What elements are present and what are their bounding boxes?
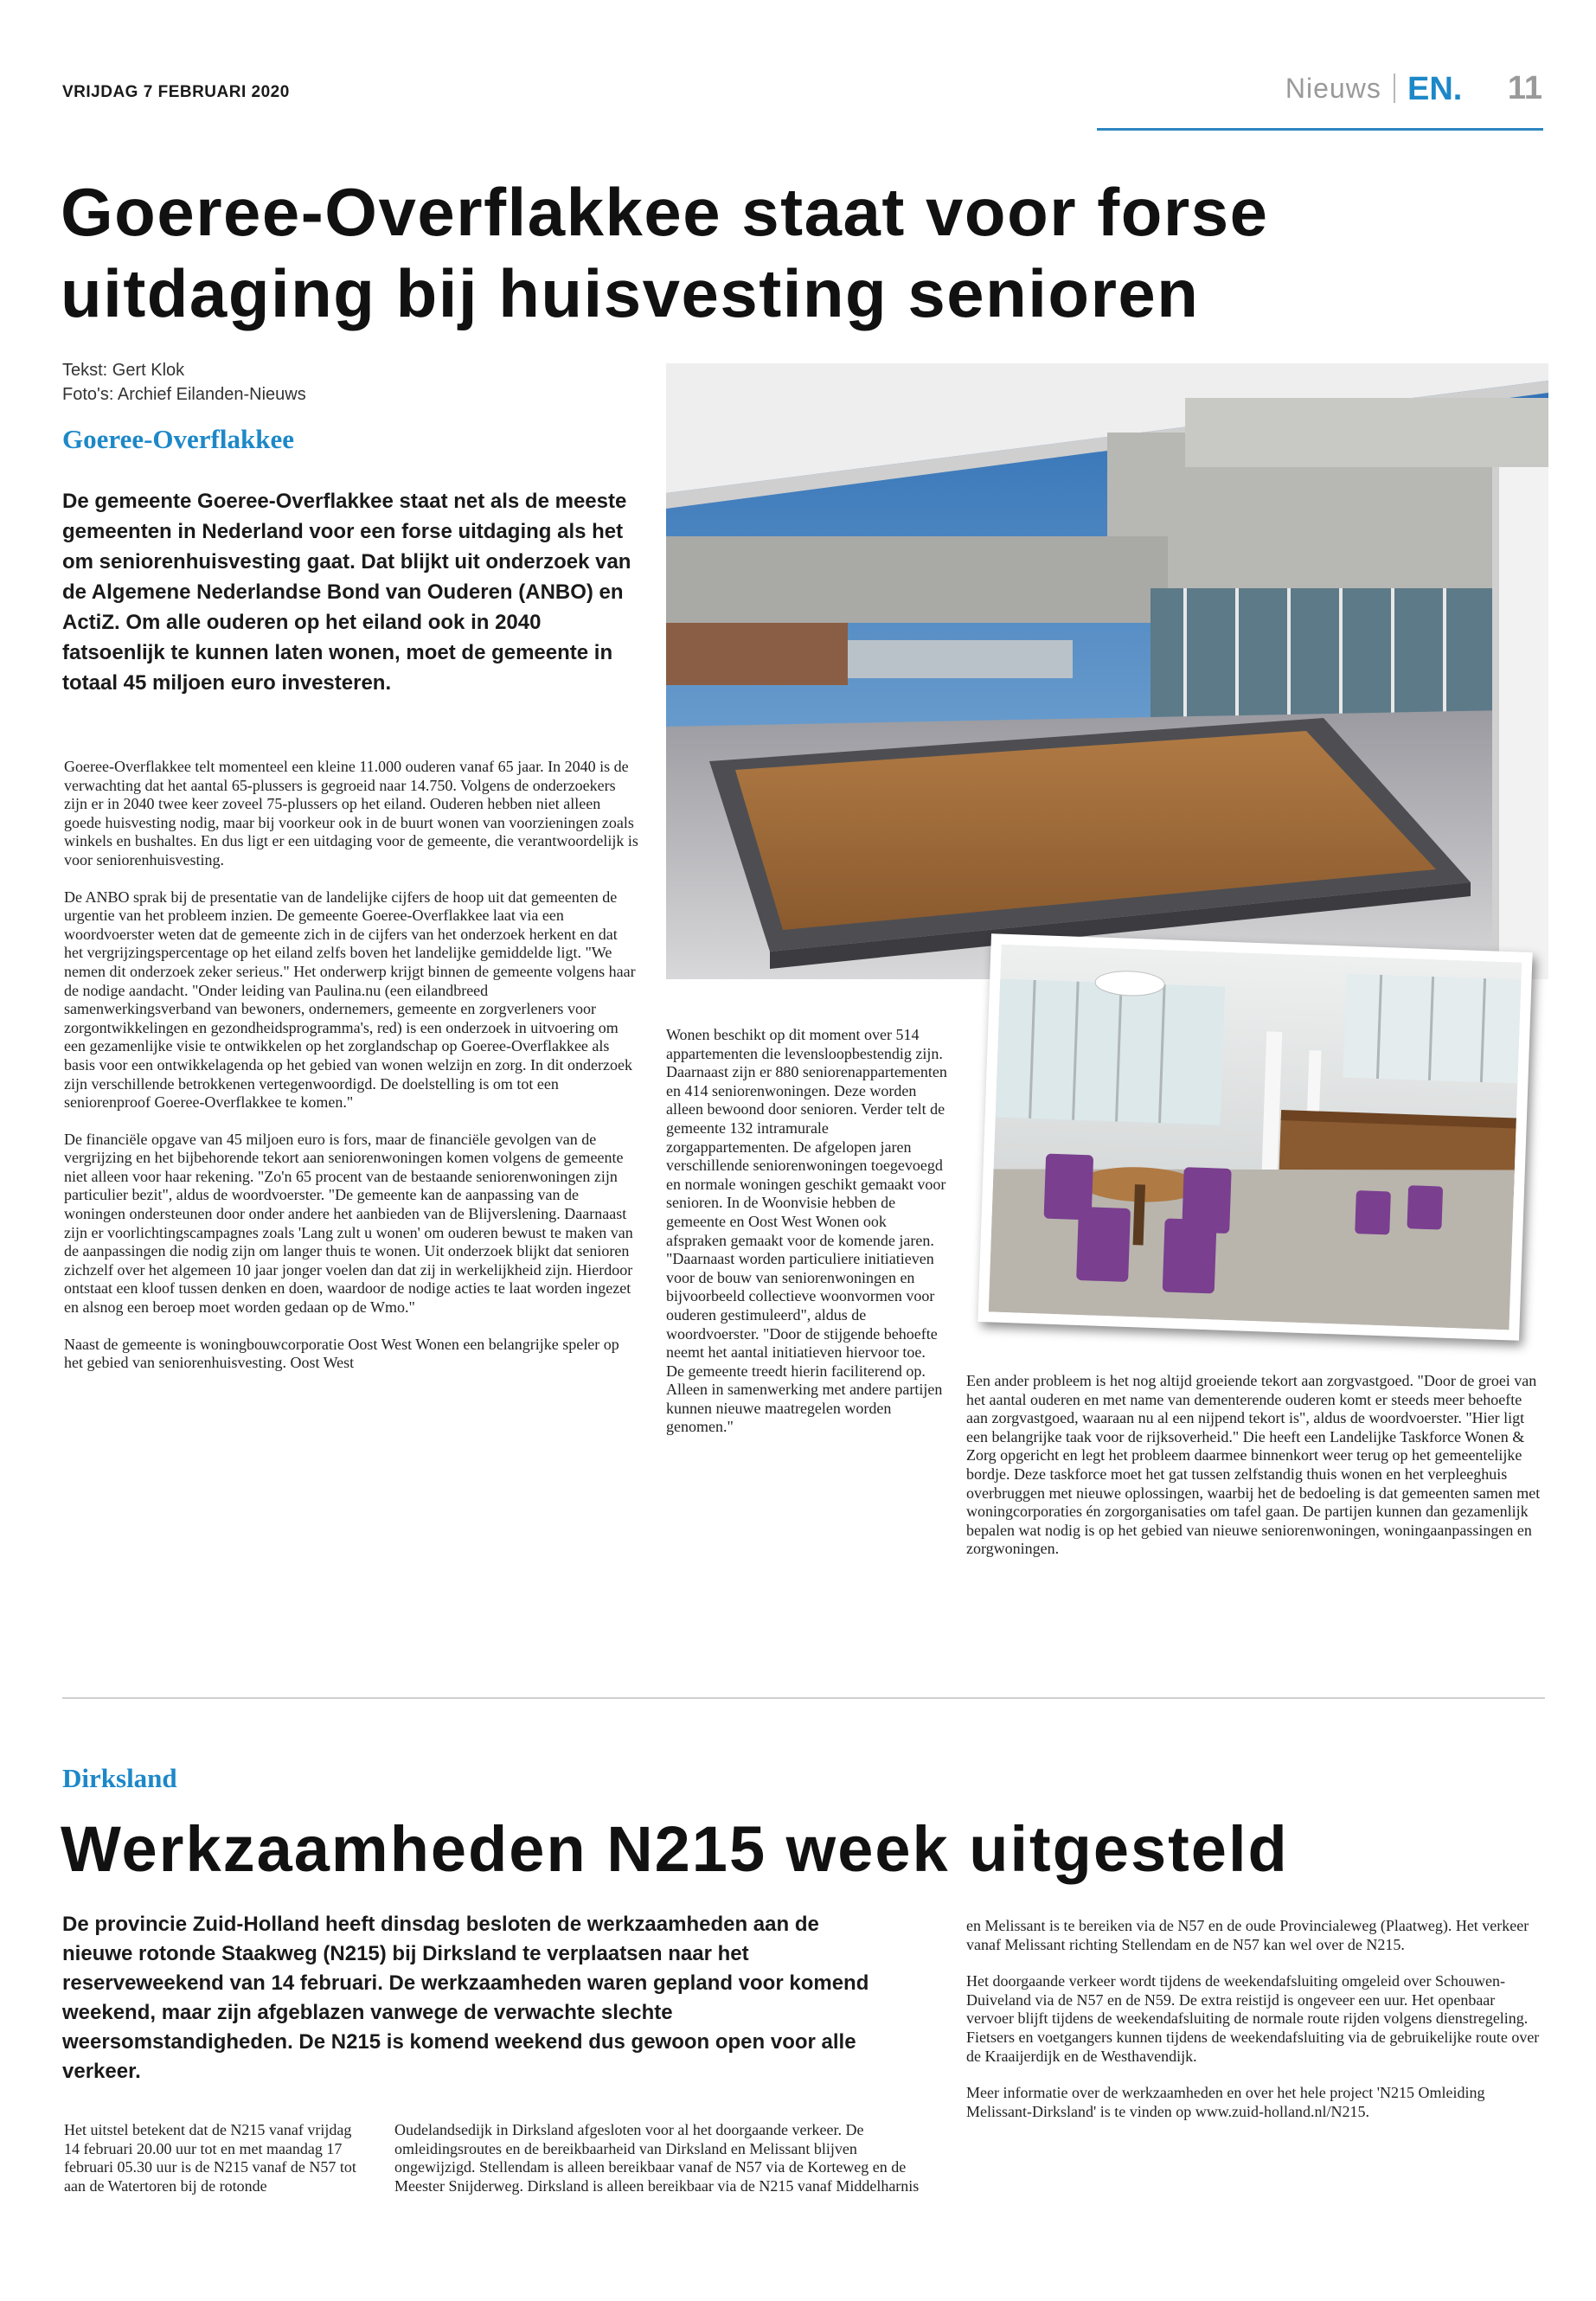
- article2-column-1: [64, 2121, 362, 2214]
- header-separator: [1394, 74, 1395, 103]
- article2-col3-paragraph: en Melissant is te bereiken via de N57 en de oude Provincialeweg (Plaatweg). Het verkeer vanaf Melissant richting Stellendam en de N57 kan wel over de N215.: [966, 1917, 1529, 1953]
- page-number: 11: [1507, 69, 1542, 106]
- eilanden-nieuws-logo: [1407, 71, 1482, 106]
- credit-text-author: Tekst: Gert Klok: [62, 361, 185, 380]
- article1-col3-paragraph: Een ander probleem is het nog altijd groeiende tekort aan zorgvastgoed. "Door de groei van het aantal ouderen en met name van dementerende ouderen komt er steeds meer behoefte aan zorgvastgoed, waaraan nu al een nijpend tekort is", aldus de woordvoerster. "Hier ligt een belangrijke taak voor de rijksoverheid." Die heeft een Landelijke Taskforce Wonen & Zorg opgericht en legt het probleem daarmee binnenkort weer terug op het gemeentelijke bordje. Deze taskforce moet het gat tussen zelfstandig thuis wonen en het verpleeghuis overbruggen met nieuwe oplossingen, waarbij het de bedoeling is dat gemeenten samen met woningcorporaties én zorgorganisaties om tafel gaan. De partijen kunnen dan gezamenlijk bepalen wat nodig is op het gebied van nieuwe seniorenwoningen, woningaanpassingen en zorgwoningen.: [966, 1372, 1541, 1558]
- article-divider: [62, 1697, 1545, 1699]
- article1-col2-paragraph: Wonen beschikt op dit moment over 514 appartementen die levensloopbestendig zijn. Daarnaast zijn er 880 seniorenappartementen en 414 seniorenwoningen. Deze worden alleen bewoond door senioren. Verder telt de gemeente 132 intramurale zorgappartementen. De afgelopen jaren verschillende seniorenwoningen toegevoegd en normale woningen geschikt gemaakt voor senioren. In de Woonvisie hebben de gemeente en Oost West Wonen ook afspraken gemaakt voor de komende jaren. "Daarnaast worden particuliere initiatieven voor de bouw van seniorenwoningen en bijvoorbeeld collectieve woonvormen voor ouderen gestimuleerd", aldus de woordvoerster. "Door de stijgende behoefte neemt het aantal initiatieven hiervoor toe. De gemeente treedt hierin faciliterend op. Alleen in samenwerking met andere partijen kunnen nieuwe maatregelen worden genomen.": [666, 1026, 947, 1436]
- article1-col1-paragraph: De financiële opgave van 45 miljoen euro is fors, maar de financiële gevolgen van de vergrijzing en het bijbehorende tekort aan seniorenwoningen komen volgens de gemeente niet alleen voor haar rekening. "Zo'n 65 procent van de bestaande seniorenwoningen zijn particulier bezit", aldus de woordvoerster. "De gemeente kan de aanpassing van de woningen ondersteunen door onder andere het aanbieden van de Blijverslening. Daarnaast zijn er voorlichtingscampagnes zoals 'Lang zult u wonen' om ouderen bewust te maken van de aanpassingen die nodig zijn om langer thuis te wonen. Uit onderzoek blijkt dat senioren zichzelf over het algemeen 10 jaar jonger voelen dan dat zij in werkelijkheid zijn. Hierdoor ontstaat een kloof tussen denken en doen, waardoor de nodige acties te laat worden ingezet en alsnog een beroep moet worden gedaan op de Wmo.": [64, 1130, 633, 1317]
- article1-col1-paragraph: De ANBO sprak bij de presentatie van de landelijke cijfers de hoop uit dat gemeenten de urgentie van het probleem inzien. De gemeente Goeree-Overflakkee laat via een woordvoerster weten dat de gemeente zich in de cijfers van het onderzoek herkent en dat het vergrijzingspercentage op het eiland zelfs boven het landelijke gemiddelde ligt. "We nemen dit onderzoek zeker serieus." Het onderwerp krijgt binnen de gemeente volgens haar de nodige aandacht. "Onder leiding van Paulina.nu (een eilandbreed samenwerkingsverband van bewoners, ondernemers, gemeente en zorgverleners voor zorgontwikkelingen en gezondheidsprogramma's, red) is een onderzoek in uitvoering om een gezamenlijke visie te ontwikkelen op het zorglandschap op Goeree-Overflakkee als basis voor een ontwikkelagenda op het gebied van wonen welzijn en zorg. In dit onderzoek zijn verschillende betrokkenen vertegenwoordigd. De doelstelling is om tot een seniorenproof Goeree-Overflakkee te komen.": [64, 888, 636, 1112]
- issue-date: VRIJDAG 7 FEBRUARI 2020: [62, 83, 290, 101]
- article2-col3-paragraph: Meer informatie over de werkzaamheden en over het hele project 'N215 Omleiding Melissant-Dirksland' is te vinden op www.zuid-holland.nl/N215.: [966, 2084, 1485, 2120]
- article2-col3-paragraph: Het doorgaande verkeer wordt tijdens de weekendafsluiting omgeleid over Schouwen-Duiveland via de N57 en de N59. De extra reistijd is ongeveer een uur. Het openbaar vervoer blijft tijdens de weekendafsluiting de normale route rijden volgens dienstregeling. Fietsers en voetgangers kunnen tijdens de weekendafsluiting via de gebruikelijke route over de Kraaijerdijk en de Westhavendijk.: [966, 1972, 1540, 2065]
- article1-column-2: [666, 1026, 947, 1455]
- rooftop-courtyard-photo: [666, 363, 1548, 979]
- article1-column-3: [966, 1372, 1546, 1577]
- article1-lead: De gemeente Goeree-Overflakkee staat net als de meeste gemeenten in Nederland voor een forse uitdaging als het om seniorenhuisvesting gaat. Dat blijkt uit onderzoek van de Algemene Nederlandse Bond van Ouderen (ANBO) en ActiZ. Om alle ouderen op het eiland ook in 2040 fatsoenlijk te kunnen laten wonen, moet de gemeente in totaal 45 miljoen euro investeren.: [62, 490, 631, 695]
- credit-photos: Foto's: Archief Eilanden-Nieuws: [62, 385, 306, 404]
- article2-headline: Werkzaamheden N215 week uitgesteld: [61, 1813, 1289, 1885]
- section-label: Nieuws: [1285, 72, 1381, 104]
- logo-text: EN.: [1407, 71, 1463, 106]
- article2-col1-paragraph: Het uitstel betekent dat de N215 vanaf vrijdag 14 februari 20.00 uur tot en met maandag 17 februari 05.30 uur is de N215 vanaf de N57 tot aan de Watertoren bij de rotonde: [64, 2121, 356, 2195]
- header-rule: [1097, 128, 1543, 131]
- rooftop-courtyard-image: [666, 363, 1548, 979]
- article2-col2-paragraph: Oudelandsedijk in Dirksland afgesloten voor al het doorgaande verkeer. De omleidingsroutes en de bereikbaarheid van Dirksland en Melissant blijven ongewijzigd. Stellendam is alleen bereikbaar vanaf de N57 via de Korteweg en de Meester Snijderweg. Dirksland is alleen bereikbaar via de N215 vanaf Middelharnis: [394, 2121, 920, 2195]
- article1-col1-paragraph: Naast de gemeente is woningbouwcorporatie Oost West Wonen een belangrijke speler op het gebied van seniorenhuisvesting. Oost West: [64, 1335, 619, 1372]
- article2-kicker: Dirksland: [62, 1763, 177, 1793]
- article1-column-1: [64, 758, 638, 1391]
- article2-column-3: [966, 1917, 1546, 2139]
- restaurant-interior-image: [989, 945, 1522, 1330]
- restaurant-interior-photo: [977, 933, 1532, 1341]
- page-header: [1285, 69, 1542, 107]
- article2-column-2: [394, 2121, 931, 2214]
- article1-credits: [62, 358, 306, 407]
- article1-col1-paragraph: Goeree-Overflakkee telt momenteel een kleine 11.000 ouderen vanaf 65 jaar. In 2040 is de verwachting dat het aantal 65-plussers is gegroeid naar 14.750. Volgens de onderzoekers zijn er in 2040 twee keer zoveel 75-plussers op het eiland. Ouderen hebben niet alleen goede huisvesting nodig, maar bij voorkeur ook in de buurt wonen van voorzieningen zoals winkels en bushaltes. En dus ligt er een uitdaging voor de gemeente, die verantwoordelijk is voor seniorenhuisvesting.: [64, 758, 638, 868]
- article2-lead: De provincie Zuid-Holland heeft dinsdag besloten de werkzaamheden aan de nieuwe rotonde Staakweg (N215) bij Dirksland te verplaatsen naar het reserveweekend van 14 februari. De werkzaamheden waren gepland voor komend weekend, maar zijn afgeblazen vanwege de verwachte slechte weersomstandigheden. De N215 is komend weekend dus gewoon open voor alle verkeer.: [62, 1913, 869, 2083]
- article1-headline: Goeree-Overflakkee staat voor forse uitdaging bij huisvesting senioren: [61, 174, 1269, 331]
- article1-kicker: Goeree-Overflakkee: [62, 424, 294, 454]
